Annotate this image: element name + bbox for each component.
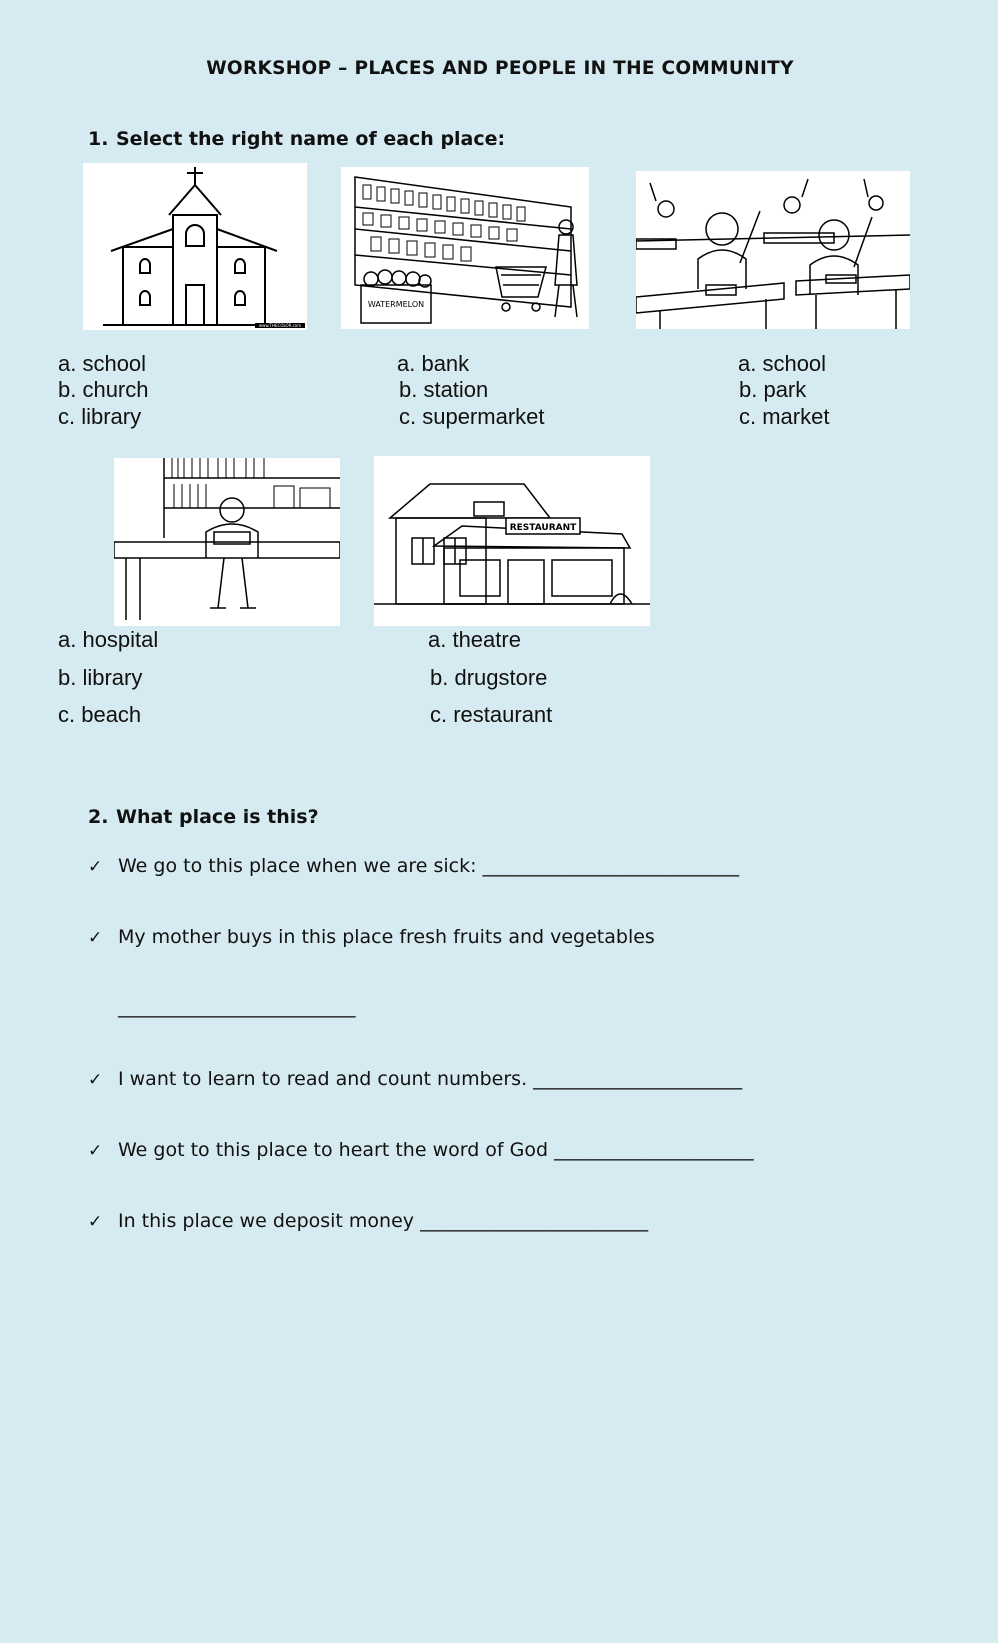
- checkmark-icon: ✓: [88, 1212, 103, 1232]
- answer-blank[interactable]: ___________________________: [482, 855, 740, 877]
- q2-item-text: My mother buys in this place fresh fruits and vegetables: [118, 926, 655, 948]
- q2-item-learn: [88, 1068, 742, 1090]
- checkmark-icon: ✓: [88, 928, 103, 948]
- q2-item-god: [88, 1139, 754, 1161]
- supermarket-picture: [341, 167, 589, 329]
- q2-item-fruits: [88, 926, 655, 948]
- answer-blank[interactable]: _________________________: [118, 996, 356, 1018]
- library-picture: [114, 458, 340, 626]
- question-2-number: 2.: [88, 806, 109, 828]
- question-1-text: Select the right name of each place:: [116, 128, 506, 150]
- q2-item-text: In this place we deposit money: [118, 1210, 421, 1232]
- option-classroom-a[interactable]: a. school: [738, 351, 827, 376]
- option-church-a[interactable]: a. school: [58, 351, 147, 376]
- option-library-b[interactable]: b. library: [58, 665, 143, 690]
- restaurant-sign: RESTAURANT: [509, 523, 577, 533]
- question-2-text: What place is this?: [116, 806, 319, 828]
- option-supermarket-b[interactable]: b. station: [399, 377, 489, 402]
- classroom-picture: [636, 171, 910, 329]
- checkmark-icon: ✓: [88, 1070, 103, 1090]
- page-title: WORKSHOP – PLACES AND PEOPLE IN THE COMMUNITY: [206, 58, 794, 79]
- option-church-c[interactable]: c. library: [58, 404, 142, 429]
- answer-blank[interactable]: ______________________: [533, 1068, 743, 1090]
- church-picture: [83, 163, 307, 330]
- option-restaurant-c[interactable]: c. restaurant: [430, 702, 553, 727]
- q2-item-text: I want to learn to read and count numbers.: [118, 1068, 534, 1090]
- option-restaurant-b[interactable]: b. drugstore: [430, 665, 548, 690]
- q2-item-sick: [88, 855, 739, 877]
- question-1-heading: [88, 128, 505, 150]
- church-credit: www.THECOLOR.com: [258, 323, 302, 328]
- option-library-a[interactable]: a. hospital: [58, 627, 159, 652]
- checkmark-icon: ✓: [88, 857, 103, 877]
- watermelon-label: WATERMELON: [367, 300, 425, 309]
- answer-blank[interactable]: ________________________: [420, 1210, 649, 1232]
- question-2-heading: [88, 806, 319, 828]
- option-supermarket-c[interactable]: c. supermarket: [399, 404, 545, 429]
- option-library-c[interactable]: c. beach: [58, 702, 142, 727]
- option-supermarket-a[interactable]: a. bank: [397, 351, 470, 376]
- answer-blank[interactable]: _____________________: [554, 1139, 754, 1161]
- q2-item-text: We got to this place to heart the word of God: [118, 1139, 555, 1161]
- q2-item-text: We go to this place when we are sick:: [118, 855, 483, 877]
- question-1-number: 1.: [88, 128, 109, 150]
- option-church-b[interactable]: b. church: [58, 377, 149, 402]
- restaurant-picture: [374, 456, 650, 626]
- q2-item-money: [88, 1210, 648, 1232]
- option-classroom-c[interactable]: c. market: [739, 404, 830, 429]
- option-classroom-b[interactable]: b. park: [739, 377, 807, 402]
- checkmark-icon: ✓: [88, 1141, 103, 1161]
- option-restaurant-a[interactable]: a. theatre: [428, 627, 521, 652]
